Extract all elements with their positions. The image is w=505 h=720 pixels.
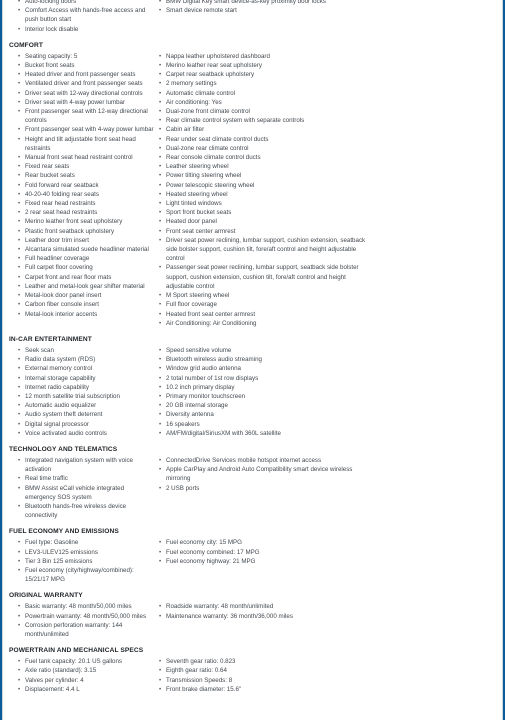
spec-item: • Seating capacity: 5: [17, 52, 154, 61]
spec-item: • Smart device remote start: [158, 6, 374, 15]
spec-item: • Basic warranty: 48 month/50,000 miles: [17, 602, 154, 611]
spec-item: • Seventh gear ratio: 0.823: [158, 657, 374, 666]
spec-item: • AM/FM/digital/SiriusXM with 360L satellite: [158, 429, 374, 438]
section-title: COMFORT: [9, 41, 44, 49]
spec-item: • ConnectedDrive Services mobile hotspot internet access: [158, 456, 374, 465]
spec-item: • Rear under seat climate control ducts: [158, 135, 374, 144]
spec-item: • Internal storage capability: [17, 374, 154, 383]
spec-item: • 2 USB ports: [158, 484, 374, 493]
spec-item: • BMW Assist eCall vehicle integrated emergency SOS system: [17, 484, 154, 502]
spec-item: • Leather door trim insert: [17, 236, 154, 245]
spec-item: • LEV3-ULEV125 emissions: [17, 548, 154, 557]
right-column: [158, 52, 374, 328]
spec-item: • Apple CarPlay and Android Auto Compatibility smart device wireless mirroring: [158, 465, 374, 483]
spec-item: • Full carpet floor covering: [17, 263, 154, 272]
right-column: [158, 456, 374, 520]
section-powertrain-and-mechanical-specs: [3, 646, 502, 694]
spec-sections: [3, 41, 502, 694]
spec-item: • Rear climate control system with separate controls: [158, 116, 374, 125]
spec-item: • 2 total number of 1st row displays: [158, 374, 374, 383]
spec-sheet-panel: [2, 0, 503, 720]
spec-item: • Diversity antenna: [158, 410, 374, 419]
right-column: [158, 657, 374, 694]
spec-item: • Powertrain warranty: 48 month/50,000 miles: [17, 612, 154, 621]
spec-item: • Merino leather front seat upholstery: [17, 217, 154, 226]
spec-item: • Full floor coverage: [158, 300, 374, 309]
spec-item: • Maintenance warranty: 36 month/36,000 miles: [158, 612, 374, 621]
section-in-car-entertainment: [3, 335, 502, 438]
section-title: FUEL ECONOMY AND EMISSIONS: [9, 528, 119, 536]
spec-item: • Front passenger seat with 12-way directional controls: [17, 107, 154, 125]
left-column: [17, 602, 154, 639]
spec-item: • Bucket front seats: [17, 61, 154, 70]
left-column: [17, 657, 154, 694]
spec-item: • Digital signal processor: [17, 420, 154, 429]
spec-item: • Metal-look interior accents: [17, 310, 154, 319]
spec-item: • Automatic audio equalizer: [17, 401, 154, 410]
spec-item: • Fuel type: Gasoline: [17, 538, 154, 547]
section-title: POWERTRAIN AND MECHANICAL SPECS: [9, 647, 144, 655]
spec-item: • Cabin air filter: [158, 125, 374, 134]
section-columns: [3, 602, 502, 639]
spec-item: • Air Conditioning: Air Conditioning: [158, 319, 374, 328]
spec-item: • Corrosion perforation warranty: 144 month/unlimited: [17, 621, 154, 639]
spec-item: • Light tinted windows: [158, 199, 374, 208]
section-columns: [3, 346, 502, 438]
spec-item: • Voice activated audio controls: [17, 429, 154, 438]
left-column: [17, 456, 154, 520]
spec-item: • 10.2 inch primary display: [158, 383, 374, 392]
spec-item: • Tier 3 Bin 125 emissions: [17, 557, 154, 566]
lead-items: [3, 0, 502, 34]
section-columns: [3, 456, 502, 520]
spec-item: • Audio system theft deterrent: [17, 410, 154, 419]
spec-item: • Fuel economy combined: 17 MPG: [158, 548, 374, 557]
lead-right-column: [158, 0, 374, 34]
left-column: [17, 538, 154, 584]
spec-item: • Leather steering wheel: [158, 162, 374, 171]
section-original-warranty: [3, 591, 502, 639]
spec-sheet-content: [3, 0, 502, 694]
spec-item: • Real time traffic: [17, 474, 154, 483]
spec-item: • Roadside warranty: 48 month/unlimited: [158, 602, 374, 611]
spec-item: • External memory control: [17, 364, 154, 373]
spec-item: • 20 GB internal storage: [158, 401, 374, 410]
section-comfort: [3, 41, 502, 328]
spec-item: • Auto-locking doors: [17, 0, 154, 6]
spec-item: • Height and tilt adjustable front seat head restraints: [17, 135, 154, 153]
spec-item: • Carpet rear seatback upholstery: [158, 70, 374, 79]
spec-item: • Radio data system (RDS): [17, 355, 154, 364]
spec-item: • Alcantara simulated suede headliner material: [17, 245, 154, 254]
spec-item: • Valves per cylinder: 4: [17, 676, 154, 685]
spec-item: • Plastic front seatback upholstery: [17, 227, 154, 236]
section-columns: [3, 52, 502, 328]
spec-item: • Fuel economy city: 15 MPG: [158, 538, 374, 547]
spec-item: • Rear console climate control ducts: [158, 153, 374, 162]
spec-item: • M Sport steering wheel: [158, 291, 374, 300]
spec-item: • Integrated navigation system with voice activation: [17, 456, 154, 474]
spec-item: • 2 rear seat head restraints: [17, 208, 154, 217]
spec-item: • Bluetooth hands-free wireless device connectivity: [17, 502, 154, 520]
spec-item: • Dual-zone front climate control: [158, 107, 374, 116]
spec-item: • Driver seat power reclining, lumbar support, cushion extension, seatback side bolster support, cushion tilt, fore/aft control and height adjustable control: [158, 236, 374, 264]
spec-item: • Driver seat with 12-way directional controls: [17, 89, 154, 98]
spec-item: • Passenger seat power reclining, lumbar support, seatback side bolster support, cushion extension, cushion tilt, fore/aft control and height adjustable control: [158, 263, 374, 291]
right-column: [158, 538, 374, 584]
spec-item: • Rear bucket seats: [17, 171, 154, 180]
section-title: TECHNOLOGY AND TELEMATICS: [9, 445, 118, 453]
spec-item: • Fuel economy (city/highway/combined): 15/21/17 MPG: [17, 566, 154, 584]
spec-item: • Full headliner coverage: [17, 254, 154, 263]
spec-item: • 2 memory settings: [158, 79, 374, 88]
spec-item: • Heated door panel: [158, 217, 374, 226]
spec-item: • Manual front seat head restraint control: [17, 153, 154, 162]
spec-item: • Dual-zone rear climate control: [158, 144, 374, 153]
spec-item: • Merino leather rear seat upholstery: [158, 61, 374, 70]
section-title: ORIGINAL WARRANTY: [9, 592, 83, 600]
right-column: [158, 346, 374, 438]
spec-item: • Axle ratio (standard): 3.15: [17, 666, 154, 675]
spec-item: • Primary monitor touchscreen: [158, 392, 374, 401]
spec-item: • Carpet front and rear floor mats: [17, 273, 154, 282]
spec-item: • Automatic climate control: [158, 89, 374, 98]
spec-item: • 16 speakers: [158, 420, 374, 429]
spec-item: • Front seat center armrest: [158, 227, 374, 236]
left-column: [17, 52, 154, 328]
spec-item: • Power tilting steering wheel: [158, 171, 374, 180]
spec-item: • Heated driver and front passenger seats: [17, 70, 154, 79]
spec-item: • Metal-look door panel insert: [17, 291, 154, 300]
spec-item: • 12 month satellite trial subscription: [17, 392, 154, 401]
section-columns: [3, 657, 502, 694]
spec-item: • Ventilated driver and front passenger seats: [17, 79, 154, 88]
spec-item: • Fuel tank capacity: 20.1 US gallons: [17, 657, 154, 666]
section-columns: [3, 538, 502, 584]
section-title: IN-CAR ENTERTAINMENT: [9, 335, 92, 343]
spec-item: • Speed sensitive volume: [158, 346, 374, 355]
spec-item: • Interior lock disable: [17, 25, 154, 34]
spec-item: • Displacement: 4.4 L: [17, 685, 154, 694]
spec-item: • Fixed rear head restraints: [17, 199, 154, 208]
right-column: [158, 602, 374, 639]
section-fuel-economy-and-emissions: [3, 527, 502, 584]
spec-item: • Front passenger seat with 4-way power lumbar: [17, 125, 154, 134]
left-column: [17, 346, 154, 438]
lead-left-column: [17, 0, 154, 34]
section-technology-and-telematics: [3, 445, 502, 520]
spec-item: • Heated front seat center armrest: [158, 310, 374, 319]
spec-item: • BMW Digital Key smart device-as-key proximity door locks: [158, 0, 374, 6]
spec-item: • Bluetooth wireless audio streaming: [158, 355, 374, 364]
spec-item: • Carbon fiber console insert: [17, 300, 154, 309]
spec-item: • 40-20-40 folding rear seats: [17, 190, 154, 199]
spec-item: • Nappa leather upholstered dashboard: [158, 52, 374, 61]
spec-item: • Eighth gear ratio: 0.64: [158, 666, 374, 675]
spec-item: • Leather and metal-look gear shifter material: [17, 282, 154, 291]
spec-item: • Driver seat with 4-way power lumbar: [17, 98, 154, 107]
spec-item: • Comfort Access with hands-free access and push button start: [17, 6, 154, 24]
spec-item: • Transmission Speeds: 8: [158, 676, 374, 685]
spec-item: • Fold forward rear seatback: [17, 181, 154, 190]
spec-item: • Front brake diameter: 15.6": [158, 685, 374, 694]
spec-item: • Seek scan: [17, 346, 154, 355]
spec-item: • Air conditioning: Yes: [158, 98, 374, 107]
spec-item: • Heated steering wheel: [158, 190, 374, 199]
spec-item: • Sport front bucket seats: [158, 208, 374, 217]
spec-item: • Window grid audio antenna: [158, 364, 374, 373]
spec-item: • Power telescopic steering wheel: [158, 181, 374, 190]
spec-item: • Internet radio capability: [17, 383, 154, 392]
spec-item: • Fixed rear seats: [17, 162, 154, 171]
spec-item: • Fuel economy highway: 21 MPG: [158, 557, 374, 566]
